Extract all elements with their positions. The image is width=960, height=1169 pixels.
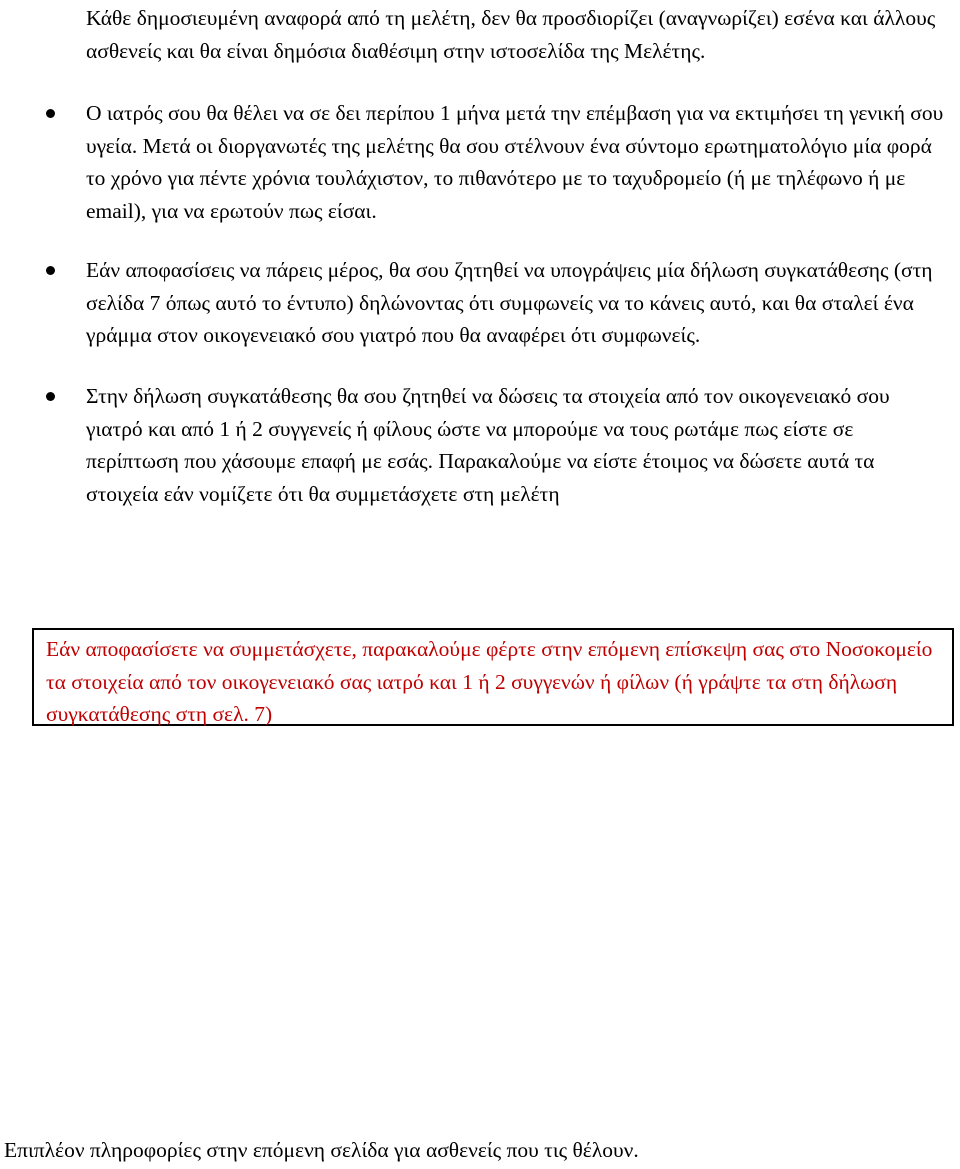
bullet-item-consent: [86, 254, 946, 352]
notice-text: Εάν αποφασίσετε να συμμετάσχετε, παρακαλούμε φέρτε στην επόμενη επίσκεψη σας στο Νοσοκομείο τα στοιχεία από τον οικογενειακό σας ιατρό και 1 ή 2 συγγενών ή φίλων (ή γράψτε τα στη δήλωση συγκατάθεσης στη σελ. 7): [46, 637, 933, 726]
bullet-dot-icon: [46, 266, 55, 275]
bullet-dot-icon: [46, 109, 55, 118]
bullet-item-contact-details: [86, 380, 946, 510]
bullet-item-follow-up: [86, 97, 946, 227]
intro-paragraph: Κάθε δημοσιευμένη αναφορά από τη μελέτη, δεν θα προσδιορίζει (αναγνωρίζει) εσένα και άλλους ασθενείς και θα είναι δημόσια διαθέσιμη στην ιστοσελίδα της Μελέτης.: [86, 6, 936, 63]
bullet-text: Στην δήλωση συγκατάθεσης θα σου ζητηθεί να δώσεις τα στοιχεία από τον οικογενειακό σου γιατρό και από 1 ή 2 συγγενείς ή φίλους ώστε να μπορούμε να τους ρωτάμε πως είστε σε περίπτωση που χάσουμε επαφή με εσάς. Παρακαλούμε να είστε έτοιμος να δώσετε αυτά τα στοιχεία εάν νομίζετε ότι θα συμμετάσχετε στη μελέτη: [86, 384, 890, 506]
footer-note: Επιπλέον πληροφορίες στην επόμενη σελίδα για ασθενείς που τις θέλουν.: [4, 1138, 639, 1162]
bullet-text: Εάν αποφασίσεις να πάρεις μέρος, θα σου ζητηθεί να υπογράψεις μία δήλωση συγκατάθεσης (στη σελίδα 7 όπως αυτό το έντυπο) δηλώνοντας ότι συμφωνείς να το κάνεις αυτό, και θα σταλεί ένα γράμμα στον οικογενειακό σου γιατρό που θα αναφέρει ότι συμφωνείς.: [86, 258, 933, 347]
bullet-text: Ο ιατρός σου θα θέλει να σε δει περίπου 1 μήνα μετά την επέμβαση για να εκτιμήσει τη γενική σου υγεία. Μετά οι διοργανωτές της μελέτης θα σου στέλνουν ένα σύντομο ερωτηματολόγιο μία φορά το χρόνο για πέντε χρόνια τουλάχιστον, το πιθανότερο με το ταχυδρομείο (ή με τηλέφωνο ή με email), για να ερωτούν πως είσαι.: [86, 101, 944, 223]
notice-box: [32, 628, 954, 726]
bullet-dot-icon: [46, 392, 55, 401]
